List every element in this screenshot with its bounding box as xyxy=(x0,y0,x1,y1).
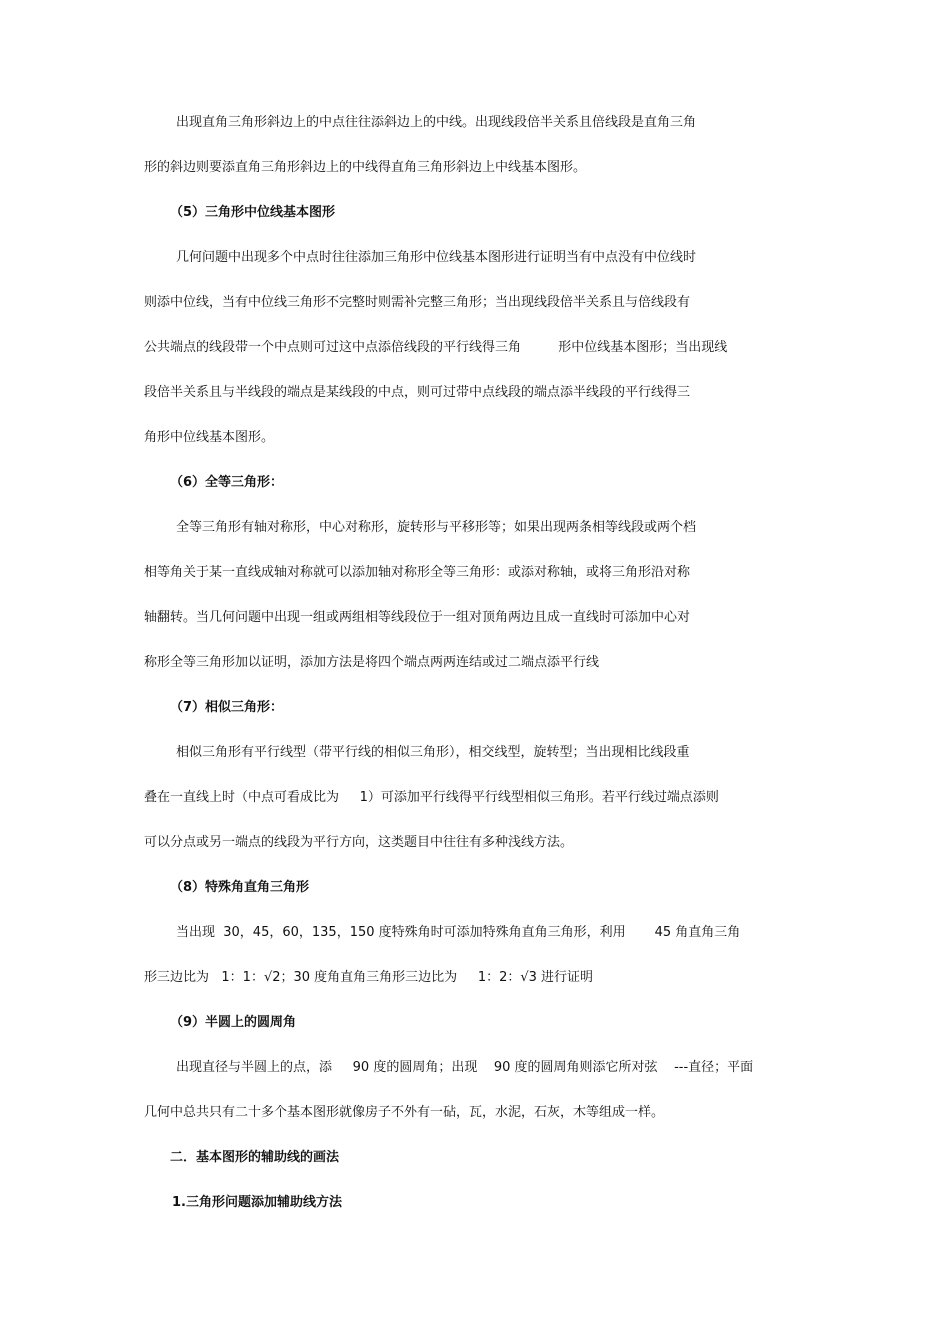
paragraph-line: 称形全等三角形加以证明，添加方法是将四个端点两两连结或过二端点添平行线 xyxy=(144,655,600,670)
paragraph-line: 出现直角三角形斜边上的中点往往添斜边上的中线。出现线段倍半关系且倍线段是直角三角 xyxy=(176,115,697,130)
paragraph-line: 几何中总共只有二十多个基本图形就像房子不外有一砧，瓦，水泥，石灰，木等组成一样。 xyxy=(144,1105,665,1120)
paragraph-line: 可以分点或另一端点的线段为平行方向，这类题目中往往有多种浅线方法。 xyxy=(144,835,574,850)
paragraph-line: 则添中位线，当有中位线三角形不完整时则需补完整三角形；当出现线段倍半关系且与倍线段有 xyxy=(144,295,691,310)
section-heading: （9）半圆上的圆周角 xyxy=(170,1015,297,1030)
paragraph-line: 出现直径与半圆上的点，添 90 度的圆周角；出现 90 度的圆周角则添它所对弦 ---直径；平面 xyxy=(176,1060,754,1075)
subsection-heading: 1.三角形问题添加辅助线方法 xyxy=(172,1195,342,1210)
paragraph-line: 公共端点的线段带一个中点则可过这中点添倍线段的平行线得三角 形中位线基本图形；当出现线 xyxy=(144,340,728,355)
paragraph-line: 段倍半关系且与半线段的端点是某线段的中点，则可过带中点线段的端点添半线段的平行线得三 xyxy=(144,385,691,400)
paragraph-line: 相等角关于某一直线成轴对称就可以添加轴对称形全等三角形：或添对称轴，或将三角形沿对称 xyxy=(144,565,691,580)
paragraph-line: 当出现 30，45，60，135，150 度特殊角时可添加特殊角直角三角形，利用 45 角直角三角 xyxy=(176,925,741,940)
paragraph-line: 轴翻转。当几何问题中出现一组或两组相等线段位于一组对顶角两边且成一直线时可添加中心对 xyxy=(144,610,691,625)
section-heading: （6）全等三角形： xyxy=(170,475,284,490)
paragraph-line: 相似三角形有平行线型（带平行线的相似三角形），相交线型，旋转型；当出现相比线段重 xyxy=(176,745,690,760)
paragraph-line: 角形中位线基本图形。 xyxy=(144,430,275,445)
paragraph-line: 全等三角形有轴对称形，中心对称形，旋转形与平移形等；如果出现两条相等线段或两个档 xyxy=(176,520,697,535)
paragraph-line: 形的斜边则要添直角三角形斜边上的中线得直角三角形斜边上中线基本图形。 xyxy=(144,160,587,175)
paragraph-line: 叠在一直线上时（中点可看成比为 1）可添加平行线得平行线型相似三角形。若平行线过端点添则 xyxy=(144,790,719,805)
paragraph-line: 形三边比为 1：1：√2；30 度角直角三角形三边比为 1：2：√3 进行证明 xyxy=(144,970,594,985)
section-heading: （8）特殊角直角三角形 xyxy=(170,880,310,895)
paragraph-line: 几何问题中出现多个中点时往往添加三角形中位线基本图形进行证明当有中点没有中位线时 xyxy=(176,250,697,265)
chapter-heading: 二．基本图形的辅助线的画法 xyxy=(170,1150,340,1165)
section-heading: （7）相似三角形： xyxy=(170,700,284,715)
section-heading: （5）三角形中位线基本图形 xyxy=(170,205,336,220)
